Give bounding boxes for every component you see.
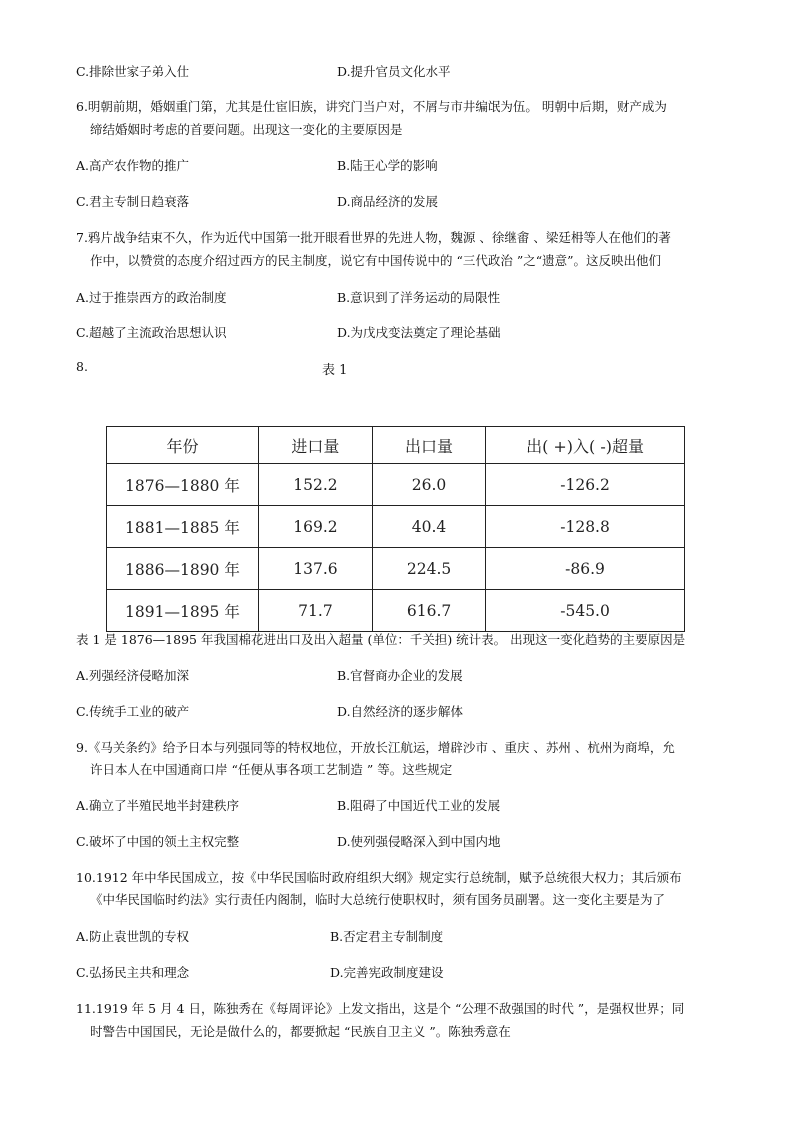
q6-option-c: C.君主专制日趋衰落	[76, 194, 190, 209]
table-cell: -545.0	[486, 590, 685, 632]
q10-option-c: C.弘扬民主共和理念	[76, 965, 190, 980]
q7-option-c: C.超越了主流政治思想认识	[76, 325, 227, 340]
q9-option-d: D.使列强侵略深入到中国内地	[337, 834, 501, 849]
table-cell: -128.8	[486, 506, 685, 548]
table-cell: 224.5	[372, 548, 485, 590]
q8-stem: 表 1 是 1876—1895 年我国棉花进出口及出入超量 (单位：千关担) 统计表。 出现这一变化趋势的主要原因是	[76, 632, 686, 647]
table-cell: 26.0	[372, 464, 485, 506]
table-row	[107, 464, 685, 506]
q6-option-b: B.陆王心学的影响	[337, 158, 438, 173]
q5-option-d: D.提升官员文化水平	[337, 64, 451, 79]
q9-option-c: C.破坏了中国的领土主权完整	[76, 834, 240, 849]
q8-option-d: D.自然经济的逐步解体	[337, 704, 464, 719]
table-cell: -126.2	[486, 464, 685, 506]
q5-option-c: C.排除世家子弟入仕	[76, 64, 190, 79]
q8-option-c: C.传统手工业的破产	[76, 704, 190, 719]
table-header-row	[107, 427, 685, 464]
table-header-import: 进口量	[258, 427, 372, 464]
q7-stem-line1: 7.鸦片战争结束不久，作为近代中国第一批开眼看世界的先进人物，魏源 、徐继畬 、梁廷枏等人在他们的著	[76, 230, 671, 245]
q8-number: 8.	[76, 359, 88, 374]
table-cell: 71.7	[258, 590, 372, 632]
cotton-trade-table	[106, 426, 685, 632]
q10-option-b: B.否定君主专制制度	[330, 929, 444, 944]
table-cell: 152.2	[258, 464, 372, 506]
table-cell: 1876—1880 年	[107, 464, 259, 506]
q7-option-d: D.为戊戌变法奠定了理论基础	[337, 325, 501, 340]
q6-option-d: D.商品经济的发展	[337, 194, 439, 209]
table-cell: -86.9	[486, 548, 685, 590]
table-header-balance: 出( +)入( -)超量	[486, 427, 685, 464]
table-cell: 40.4	[372, 506, 485, 548]
q10-stem-line2: 《中华民国临时约法》实行责任内阁制，临时大总统行使职权时，须有国务员副署。这一变化主要是为了	[90, 892, 666, 907]
q9-stem-line2: 许日本人在中国通商口岸 “任便从事各项工艺制造 ” 等。这些规定	[90, 762, 453, 777]
q7-stem-line2: 作中，以赞赏的态度介绍过西方的民主制度，说它有中国传说中的 “三代政治 ”之“遗意”。这反映出他们	[90, 253, 662, 268]
q11-stem-line1: 11.1919 年 5 月 4 日，陈独秀在《每周评论》上发文指出，这是个 “公理不敌强国的时代 ”，是强权世界；同	[76, 1001, 685, 1016]
table-cell: 169.2	[258, 506, 372, 548]
q9-option-b: B.阻碍了中国近代工业的发展	[337, 798, 501, 813]
table-cell: 616.7	[372, 590, 485, 632]
table-row	[107, 506, 685, 548]
q7-option-a: A.过于推崇西方的政治制度	[76, 290, 227, 305]
table-header-export: 出口量	[372, 427, 485, 464]
q10-stem-line1: 10.1912 年中华民国成立，按《中华民国临时政府组织大纲》规定实行总统制，赋予总统很大权力；其后颁布	[76, 870, 682, 885]
table-header-year: 年份	[107, 427, 259, 464]
q9-stem-line1: 9.《马关条约》给予日本与列强同等的特权地位，开放长江航运，增辟沙市 、重庆 、苏州 、杭州为商埠，允	[76, 740, 675, 755]
table-cell: 137.6	[258, 548, 372, 590]
q8-option-b: B.官督商办企业的发展	[337, 668, 463, 683]
q10-option-d: D.完善宪政制度建设	[330, 965, 444, 980]
table-cell: 1886—1890 年	[107, 548, 259, 590]
table-cell: 1881—1885 年	[107, 506, 259, 548]
q6-stem-line1: 6.明朝前期，婚姻重门第，尤其是仕宦旧族，讲究门当户对，不屑与市井编氓为伍。 明朝中后期，财产成为	[76, 99, 667, 114]
table-row	[107, 548, 685, 590]
q6-stem-line2: 缔结婚姻时考虑的首要问题。出现这一变化的主要原因是	[90, 122, 403, 137]
q11-stem-line2: 时警告中国国民，无论是做什么的，都要掀起 “民族自卫主义 ”。陈独秀意在	[90, 1024, 511, 1039]
q6-option-a: A.高产农作物的推广	[76, 158, 190, 173]
q10-option-a: A.防止袁世凯的专权	[76, 929, 190, 944]
table-caption: 表 1	[322, 363, 348, 378]
table-cell: 1891—1895 年	[107, 590, 259, 632]
q8-option-a: A.列强经济侵略加深	[76, 668, 190, 683]
q9-option-a: A.确立了半殖民地半封建秩序	[76, 798, 240, 813]
table-row	[107, 590, 685, 632]
q7-option-b: B.意识到了洋务运动的局限性	[337, 290, 501, 305]
